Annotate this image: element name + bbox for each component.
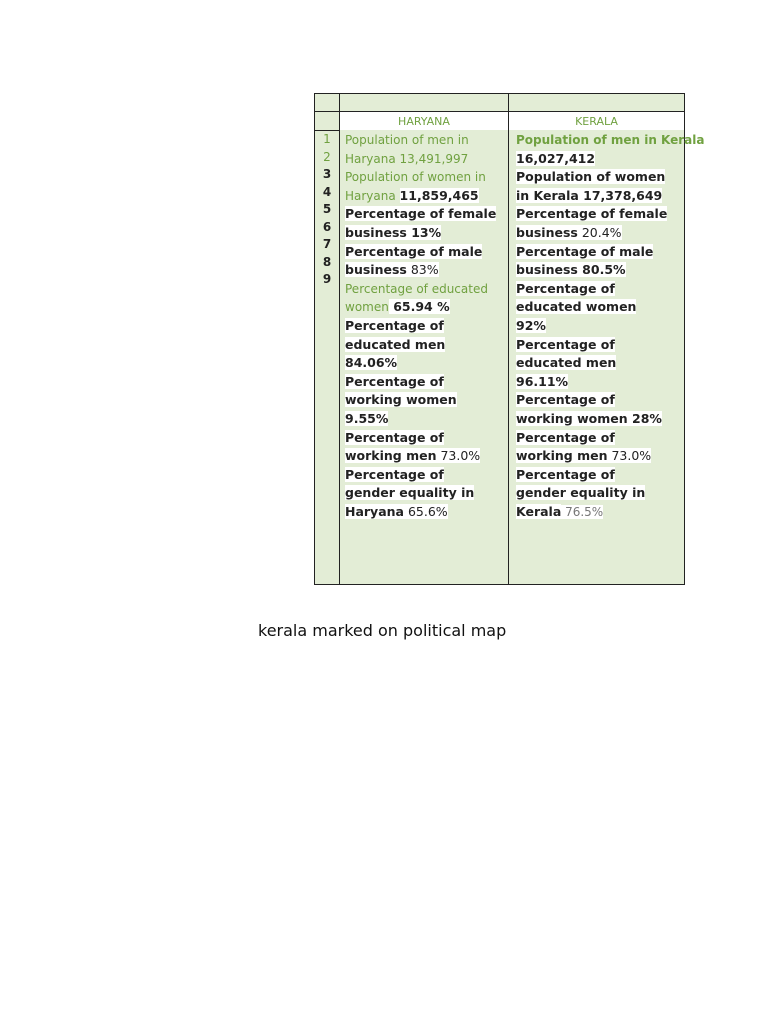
cell-text: Percentage of: [516, 429, 615, 445]
cell-line: [516, 187, 686, 206]
cell-text: 96.11%: [516, 373, 569, 389]
cell-line: [516, 354, 686, 373]
cell-line: [516, 503, 686, 522]
cell-line: [516, 243, 686, 262]
cell-line: [345, 447, 510, 466]
row-number: 9: [322, 272, 332, 286]
cell-text: 28%: [627, 410, 662, 426]
cell-line: [516, 205, 686, 224]
cell-text: Percentage of: [516, 466, 615, 482]
cell-text: 83%: [406, 262, 439, 278]
cell-text: 65.6%: [403, 503, 448, 519]
cell-text: Population of men in Kerala: [516, 133, 705, 147]
row-numbers: [315, 131, 339, 289]
cell-text: educated men: [516, 355, 617, 371]
cell-text: 20.4%: [577, 224, 622, 240]
cell-line: [516, 261, 686, 280]
kerala-data-cell: [516, 131, 705, 521]
cell-line: [345, 466, 510, 485]
row-number: 7: [322, 237, 332, 251]
cell-text: working men: [345, 448, 437, 464]
cell-text: 76.5%: [561, 504, 604, 519]
cell-line: [345, 243, 510, 262]
comparison-table: [314, 93, 705, 585]
cell-line: [516, 466, 686, 485]
cell-line: [516, 336, 686, 355]
cell-text: Haryana 13,491,997: [345, 151, 469, 166]
cell-text: educated men: [345, 336, 446, 352]
cell-text: business 80.5%: [516, 262, 626, 278]
cell-text: Percentage of male: [516, 243, 654, 259]
cell-text: educated women: [516, 299, 637, 315]
map-caption: kerala marked on political map: [258, 621, 507, 640]
cell-text: Percentage of: [516, 392, 615, 408]
cell-line: [345, 391, 510, 410]
cell-text: Percentage of educated: [345, 281, 488, 296]
cell-text: 13%: [406, 224, 442, 240]
cell-line: [345, 168, 510, 187]
header-haryana: HARYANA: [340, 112, 508, 130]
cell-line: [345, 410, 510, 429]
cell-line: [345, 503, 510, 522]
cell-line: [516, 131, 705, 150]
cell-line: [345, 298, 510, 317]
cell-text: business: [345, 224, 407, 240]
cell-line: [516, 224, 686, 243]
cell-line: [345, 150, 510, 169]
cell-line: [345, 373, 510, 392]
cell-text: 16,027,412: [516, 150, 596, 166]
cell-text: 73.0%: [607, 448, 652, 464]
cell-text: working men: [516, 448, 608, 464]
cell-text: Haryana: [345, 188, 400, 203]
cell-line: [516, 391, 686, 410]
cell-text: Population of women in: [345, 170, 486, 185]
cell-text: Percentage of: [516, 336, 615, 352]
row-number: 4: [322, 184, 332, 199]
cell-text: Percentage of: [345, 429, 444, 445]
cell-text: Percentage of: [345, 466, 444, 482]
cell-line: [516, 298, 686, 317]
cell-text: Population of men in: [345, 133, 469, 147]
cell-text: 9.55%: [345, 410, 389, 426]
haryana-data-cell: [345, 131, 510, 521]
cell-line: [516, 447, 686, 466]
cell-line: [345, 280, 510, 299]
row-number: 5: [322, 202, 332, 216]
cell-line: [516, 280, 686, 299]
row-number: 2: [323, 149, 331, 164]
cell-line: [345, 261, 510, 280]
cell-text: business: [516, 224, 578, 240]
cell-line: [516, 484, 686, 503]
cell-text: gender equality in: [345, 485, 475, 501]
cell-line: [345, 429, 510, 448]
cell-line: [516, 410, 686, 429]
cell-line: [516, 150, 686, 169]
cell-line: [516, 317, 686, 336]
cell-text: gender equality in: [516, 485, 646, 501]
cell-text: 92%: [516, 317, 546, 333]
row-number: 8: [322, 254, 332, 269]
cell-text: 73.0%: [436, 448, 481, 464]
cell-text: 11,859,465: [399, 187, 479, 203]
cell-line: [345, 224, 510, 243]
cell-text: Percentage of female: [516, 206, 668, 222]
row-number: 6: [322, 219, 332, 234]
row-number: 1: [323, 132, 331, 146]
cell-text: Percentage of: [345, 317, 444, 333]
cell-line: [345, 354, 510, 373]
header-kerala: KERALA: [509, 112, 684, 130]
cell-text: working women: [345, 392, 457, 408]
cell-line: [345, 131, 510, 150]
cell-line: [345, 187, 510, 206]
cell-text: Percentage of female: [345, 206, 497, 222]
cell-text: business: [345, 262, 407, 278]
row-number: 3: [322, 167, 332, 181]
cell-text: Percentage of male: [345, 243, 483, 259]
cell-text: women: [345, 300, 389, 315]
cell-text: 84.06%: [345, 355, 398, 371]
cell-text: Kerala: [516, 503, 562, 519]
cell-text: working women: [516, 410, 628, 426]
cell-line: [516, 429, 686, 448]
column-divider: [339, 94, 340, 584]
cell-line: [516, 373, 686, 392]
cell-text: Percentage of: [516, 280, 615, 296]
cell-text: Percentage of: [345, 373, 444, 389]
cell-line: [345, 205, 510, 224]
cell-text: 65.94 %: [388, 299, 450, 315]
cell-text: in Kerala 17,378,649: [516, 187, 663, 203]
cell-text: Population of women: [516, 169, 666, 185]
cell-line: [345, 484, 510, 503]
cell-line: [345, 317, 510, 336]
cell-text: Haryana: [345, 503, 404, 519]
cell-line: [516, 168, 686, 187]
cell-line: [345, 336, 510, 355]
